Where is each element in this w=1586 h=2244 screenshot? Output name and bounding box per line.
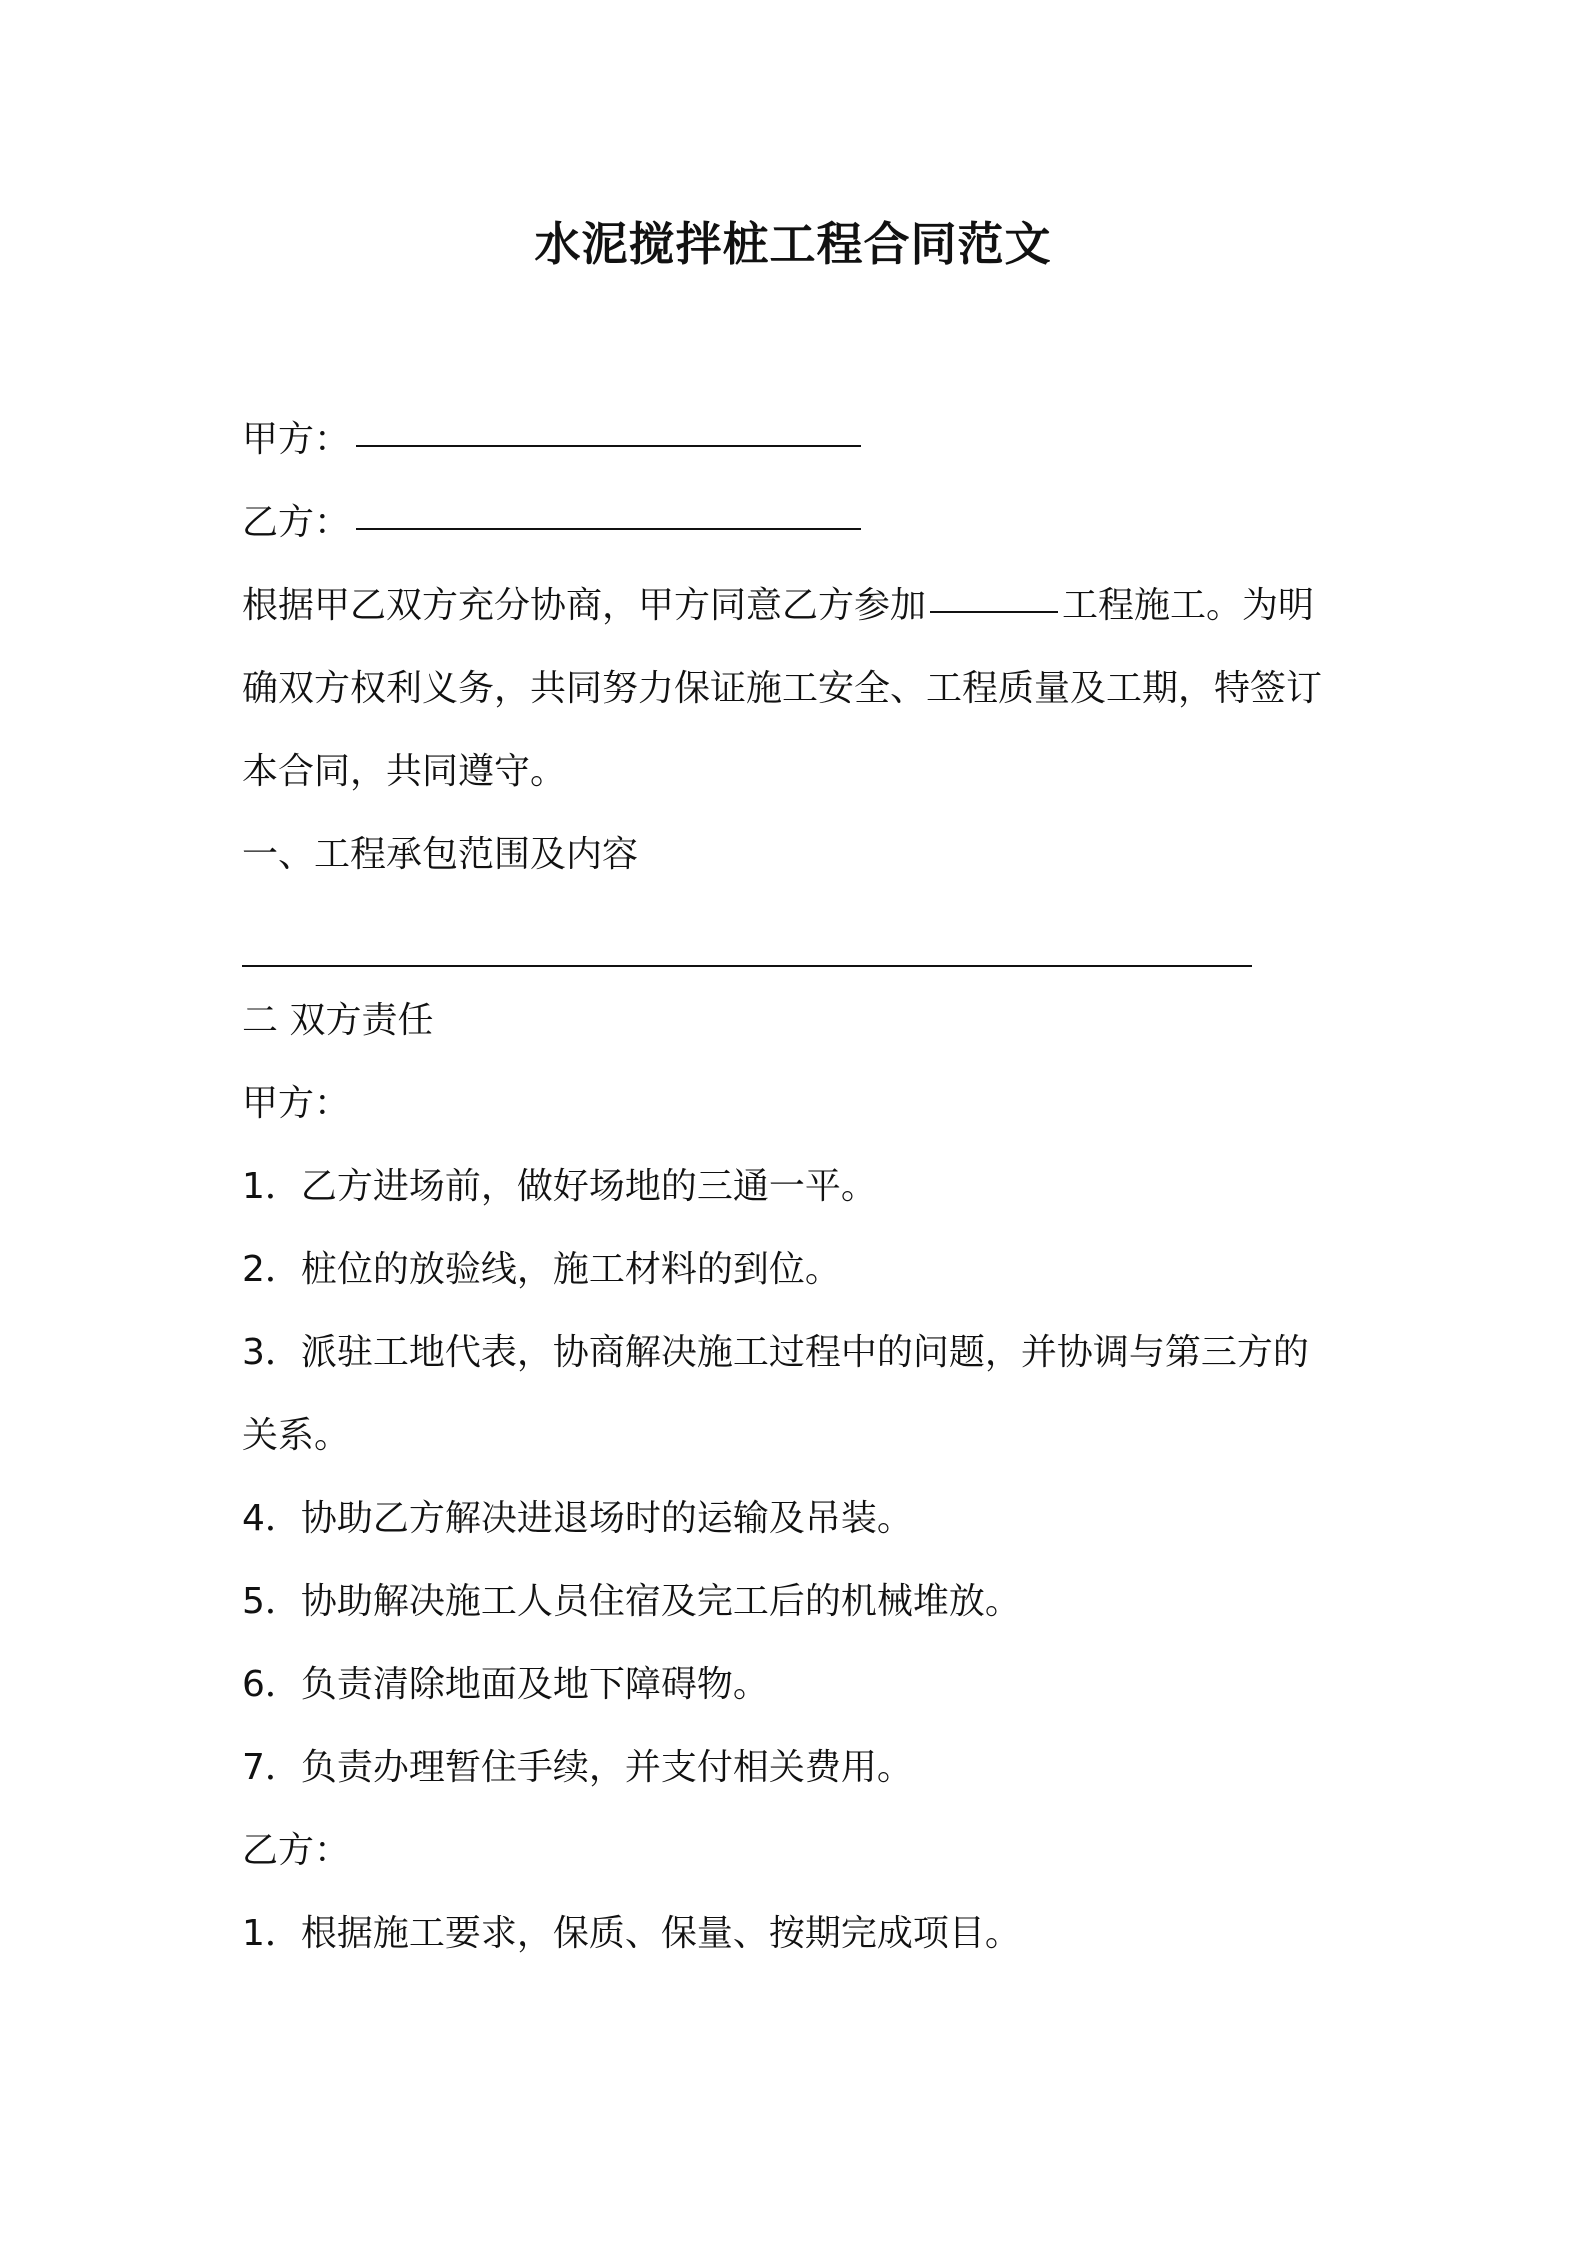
party-b-duties-label: 乙方： [242, 1830, 351, 1871]
party-b-blank [356, 527, 861, 530]
document-title: 水泥搅拌桩工程合同范文 [534, 217, 1052, 271]
section-1-heading: 一、工程承包范围及内容 [242, 834, 639, 875]
party-b-label: 乙方： [242, 502, 351, 543]
party-a-blank [356, 444, 861, 447]
party-b-duty-item: 1．根据施工要求，保质、保量、按期完成项目。 [242, 1913, 1021, 1954]
party-b-line [242, 495, 861, 551]
intro-text-after-blank: 工程施工。为明 [1062, 585, 1315, 626]
party-a-duty-item: 1．乙方进场前，做好场地的三通一平。 [242, 1166, 877, 1207]
party-a-duty-item: 6．负责清除地面及地下障碍物。 [242, 1664, 769, 1705]
intro-line-2: 确双方权利义务，共同努力保证施工安全、工程质量及工期，特签订 [242, 668, 1323, 709]
section-2-heading: 二 双方责任 [242, 1000, 434, 1041]
party-a-duty-item: 5．协助解决施工人员住宿及完工后的机械堆放。 [242, 1581, 1021, 1622]
intro-text-before-blank: 根据甲乙双方充分协商，甲方同意乙方参加 [242, 585, 927, 626]
scope-blank-line [242, 965, 1252, 967]
project-name-blank [930, 610, 1058, 613]
party-a-duties-label: 甲方： [242, 1083, 351, 1124]
party-a-line [242, 412, 861, 468]
party-a-duty-item: 7．负责办理暂住手续，并支付相关费用。 [242, 1747, 913, 1788]
intro-line-1 [242, 578, 1314, 634]
party-a-duty-item-continued: 关系。 [242, 1415, 351, 1456]
party-a-duty-item: 2．桩位的放验线，施工材料的到位。 [242, 1249, 841, 1290]
party-a-label: 甲方： [242, 419, 351, 460]
intro-line-3: 本合同，共同遵守。 [242, 751, 567, 792]
party-a-duty-item: 4．协助乙方解决进退场时的运输及吊装。 [242, 1498, 913, 1539]
party-a-duty-item: 3．派驻工地代表，协商解决施工过程中的问题，并协调与第三方的 [242, 1332, 1309, 1373]
